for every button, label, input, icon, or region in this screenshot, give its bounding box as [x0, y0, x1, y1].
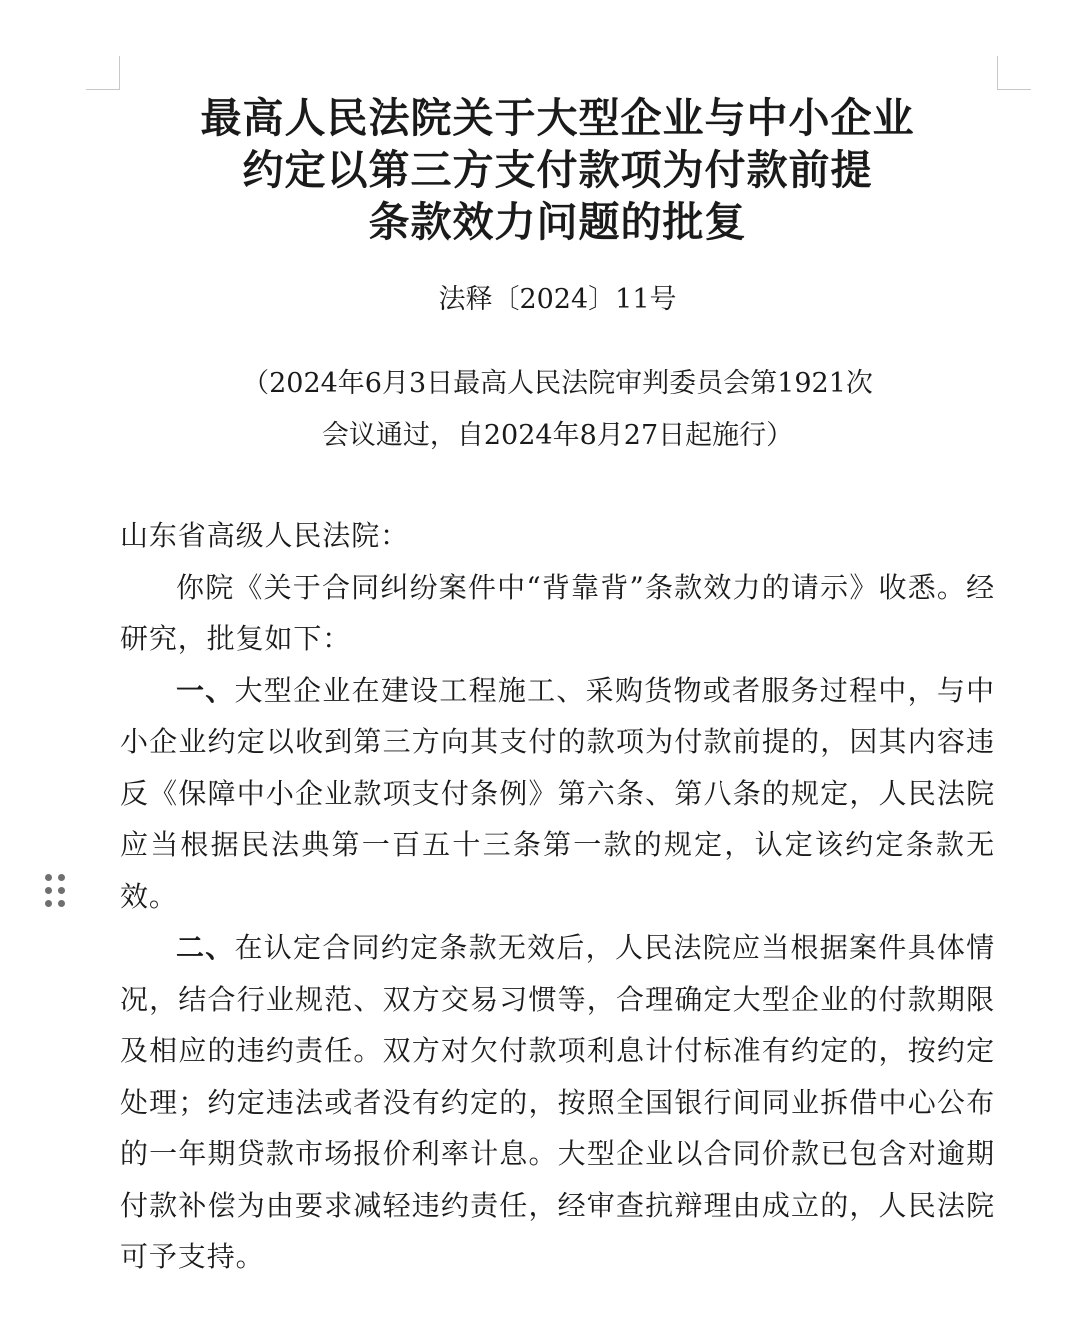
title-line: 最高人民法院关于大型企业与中小企业	[200, 94, 915, 142]
item-number: 一、	[176, 673, 235, 707]
addressee: 山东省高级人民法院：	[120, 519, 410, 552]
document-number: 法释〔2024〕11号	[438, 284, 677, 315]
page-corner-mark-top-left	[86, 56, 120, 90]
item-number: 二、	[176, 931, 235, 964]
drag-handle-icon[interactable]	[45, 874, 67, 908]
adoption-note-line: （2024年6月3日最高人民法院审判委员会第1921次	[242, 368, 873, 399]
item-text: 在认定合同约定条款无效后，人民法院应当根据案件具体情况，结合行业规范、双方交易习惯等，合理确定大型企业的付款期限及相应的违约责任。双方对欠付款项利息计付标准有约定的，按约定处理；约定违法或者没有约定的，按照全国银行间同业拆借中心公布的一年期贷款市场报价利率计息。大型企业以合同价款已包含对逾期付款补偿为由要求减轻违约责任，经审查抗辩理由成立的，人民法院可予支持。	[120, 931, 995, 1273]
document-body	[120, 510, 995, 1283]
title-line: 约定以第三方支付款项为付款前提	[242, 146, 873, 194]
intro-paragraph: 你院《关于合同纠纷案件中“背靠背”条款效力的请示》收悉。经研究，批复如下：	[120, 570, 995, 655]
page-corner-mark-top-right	[997, 56, 1031, 90]
item-text: 大型企业在建设工程施工、采购货物或者服务过程中，与中小企业约定以收到第三方向其支付的款项为付款前提的，因其内容违反《保障中小企业款项支付条例》第六条、第八条的规定，人民法院应当根据民法典第一百五十三条第一款的规定，认定该约定条款无效。	[120, 673, 995, 913]
title-line: 条款效力问题的批复	[368, 198, 747, 246]
adoption-note	[120, 358, 995, 462]
item-paragraph-1	[120, 665, 995, 923]
adoption-note-line: 会议通过，自2024年8月27日起施行）	[321, 420, 794, 451]
document-title	[120, 92, 995, 248]
item-paragraph-2	[120, 922, 995, 1283]
